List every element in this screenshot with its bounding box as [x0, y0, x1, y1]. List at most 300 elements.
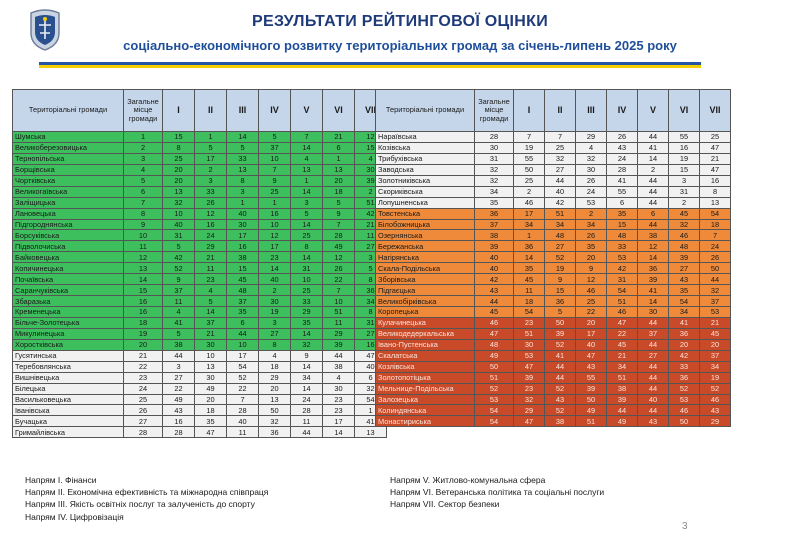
table-row: [13, 153, 387, 164]
direction-7-cell: 21: [700, 153, 731, 164]
direction-5-cell: 14: [291, 219, 323, 230]
direction-5-cell: 40: [638, 394, 669, 405]
header-direction-6: VI: [669, 90, 700, 132]
direction-4-cell: 42: [607, 263, 638, 274]
direction-4-cell: 39: [607, 394, 638, 405]
overall-place-cell: 30: [475, 142, 514, 153]
header-overall-place: Загальне місце громади: [475, 90, 514, 132]
direction-2-cell: 17: [195, 153, 227, 164]
direction-1-cell: 2: [514, 186, 545, 197]
direction-6-cell: 39: [669, 252, 700, 263]
direction-5-cell: 27: [638, 350, 669, 361]
community-name-cell: Підгаєцька: [376, 285, 475, 296]
direction-7-cell: 32: [700, 285, 731, 296]
overall-place-cell: 11: [124, 241, 163, 252]
direction-5-cell: 44: [638, 372, 669, 383]
overall-place-cell: 1: [124, 132, 163, 143]
direction-1-cell: 13: [163, 186, 195, 197]
community-name-cell: Білобожницька: [376, 219, 475, 230]
direction-7-cell: 54: [355, 394, 387, 405]
direction-4-cell: 1: [259, 197, 291, 208]
direction-6-cell: 22: [323, 274, 355, 285]
overall-place-cell: 8: [124, 208, 163, 219]
table-row: [376, 263, 731, 274]
direction-5-cell: 34: [291, 372, 323, 383]
direction-3-cell: 43: [576, 361, 607, 372]
direction-7-cell: 5: [355, 263, 387, 274]
direction-1-cell: 32: [514, 394, 545, 405]
direction-3-cell: 22: [227, 383, 259, 394]
direction-4-cell: 49: [607, 416, 638, 427]
direction-3-cell: 15: [227, 263, 259, 274]
direction-7-cell: 41: [355, 416, 387, 427]
overall-place-cell: 18: [124, 317, 163, 328]
community-name-cell: Саранчуківська: [13, 285, 124, 296]
direction-3-cell: 12: [576, 274, 607, 285]
direction-4-cell: 12: [259, 230, 291, 241]
table-row: [376, 383, 731, 394]
header-direction-3: III: [227, 90, 259, 132]
community-name-cell: Скалатська: [376, 350, 475, 361]
direction-2-cell: 26: [195, 197, 227, 208]
direction-5-cell: 3: [291, 197, 323, 208]
direction-2-cell: 29: [195, 241, 227, 252]
direction-6-cell: 35: [669, 285, 700, 296]
community-name-cell: Озернянська: [376, 230, 475, 241]
direction-6-cell: 2: [669, 197, 700, 208]
direction-2-cell: 5: [195, 296, 227, 307]
direction-4-cell: 21: [607, 350, 638, 361]
direction-6-cell: 34: [669, 307, 700, 318]
direction-2-cell: 12: [195, 208, 227, 219]
overall-place-cell: 20: [124, 339, 163, 350]
direction-2-cell: 24: [195, 230, 227, 241]
overall-place-cell: 10: [124, 230, 163, 241]
direction-3-cell: 55: [576, 372, 607, 383]
direction-2-cell: 44: [545, 361, 576, 372]
overall-place-cell: 12: [124, 252, 163, 263]
direction-7-cell: 51: [355, 197, 387, 208]
direction-1-cell: 25: [163, 153, 195, 164]
overall-place-cell: 35: [475, 197, 514, 208]
direction-2-cell: 10: [195, 350, 227, 361]
table-row: [13, 252, 387, 263]
table-row: [13, 328, 387, 339]
direction-2-cell: 41: [545, 350, 576, 361]
overall-place-cell: 32: [475, 175, 514, 186]
direction-3-cell: 11: [227, 427, 259, 438]
table-row: [13, 263, 387, 274]
community-name-cell: Мельнице-Подільська: [376, 383, 475, 394]
community-name-cell: Великобірківська: [376, 296, 475, 307]
direction-7-cell: 39: [355, 175, 387, 186]
direction-1-cell: 25: [514, 175, 545, 186]
direction-4-cell: 32: [259, 416, 291, 427]
direction-7-cell: 21: [355, 219, 387, 230]
community-name-cell: Нагірянська: [376, 252, 475, 263]
direction-7-cell: 2: [355, 186, 387, 197]
overall-place-cell: 23: [124, 372, 163, 383]
direction-2-cell: 49: [195, 383, 227, 394]
direction-3-cell: 14: [227, 132, 259, 143]
direction-1-cell: 35: [514, 263, 545, 274]
direction-2-cell: 32: [545, 153, 576, 164]
community-name-cell: Кременецька: [13, 307, 124, 318]
community-name-cell: Скала-Подільська: [376, 263, 475, 274]
overall-place-cell: 34: [475, 186, 514, 197]
direction-6-cell: 38: [323, 361, 355, 372]
direction-2-cell: 19: [545, 263, 576, 274]
legend-item: Напрям II. Економічна ефективність та міжнародна співпраця: [25, 487, 269, 498]
direction-3-cell: 53: [576, 197, 607, 208]
direction-3-cell: 52: [227, 372, 259, 383]
direction-7-cell: 40: [355, 361, 387, 372]
direction-2-cell: 37: [195, 317, 227, 328]
community-name-cell: Збаразька: [13, 296, 124, 307]
direction-1-cell: 31: [163, 230, 195, 241]
direction-7-cell: 47: [355, 350, 387, 361]
direction-6-cell: 18: [323, 186, 355, 197]
direction-1-cell: 49: [163, 394, 195, 405]
direction-6-cell: 36: [669, 372, 700, 383]
direction-2-cell: 30: [195, 372, 227, 383]
overall-place-cell: 16: [124, 307, 163, 318]
direction-4-cell: 47: [607, 317, 638, 328]
direction-3-cell: 51: [576, 416, 607, 427]
direction-5-cell: 8: [291, 241, 323, 252]
direction-2-cell: 21: [195, 328, 227, 339]
direction-6-cell: 23: [323, 394, 355, 405]
community-name-cell: Копичинецька: [13, 263, 124, 274]
community-name-cell: Теребовлянська: [13, 361, 124, 372]
direction-3-cell: 37: [227, 296, 259, 307]
community-name-cell: Підгороднянська: [13, 219, 124, 230]
table-row: [376, 317, 731, 328]
direction-4-cell: 14: [259, 263, 291, 274]
direction-5-cell: 41: [638, 142, 669, 153]
direction-1-cell: 20: [163, 175, 195, 186]
direction-7-cell: 30: [355, 164, 387, 175]
direction-4-cell: 51: [607, 372, 638, 383]
direction-5-cell: 44: [638, 361, 669, 372]
direction-1-cell: 18: [514, 296, 545, 307]
direction-6-cell: 46: [669, 230, 700, 241]
direction-5-cell: 43: [638, 416, 669, 427]
overall-place-cell: 28: [124, 427, 163, 438]
direction-4-cell: 53: [607, 252, 638, 263]
direction-5-cell: 24: [291, 394, 323, 405]
direction-7-cell: 1: [355, 405, 387, 416]
direction-5-cell: 44: [291, 427, 323, 438]
direction-3-cell: 30: [576, 164, 607, 175]
direction-5-cell: 44: [638, 186, 669, 197]
community-name-cell: Нараївська: [376, 132, 475, 143]
table-row: [376, 186, 731, 197]
direction-4-cell: 10: [259, 153, 291, 164]
direction-4-cell: 28: [607, 164, 638, 175]
overall-place-cell: 31: [475, 153, 514, 164]
direction-4-cell: 36: [259, 427, 291, 438]
community-name-cell: Козлівська: [376, 361, 475, 372]
direction-7-cell: 37: [700, 350, 731, 361]
direction-4-cell: 50: [259, 405, 291, 416]
table-row: [13, 350, 387, 361]
community-name-cell: Підволочиська: [13, 241, 124, 252]
direction-1-cell: 22: [163, 383, 195, 394]
direction-6-cell: 14: [323, 427, 355, 438]
direction-7-cell: 11: [355, 230, 387, 241]
community-name-cell: Кулачинецька: [376, 317, 475, 328]
overall-place-cell: 24: [124, 383, 163, 394]
direction-1-cell: 16: [163, 416, 195, 427]
table-row: [13, 132, 387, 143]
legend-item: Напрям I. Фінанси: [25, 475, 97, 485]
community-name-cell: Золотниківська: [376, 175, 475, 186]
direction-5-cell: 36: [638, 263, 669, 274]
direction-3-cell: 50: [576, 394, 607, 405]
table-row: [13, 164, 387, 175]
direction-5-cell: 44: [638, 405, 669, 416]
direction-5-cell: 9: [291, 350, 323, 361]
direction-2-cell: 1: [195, 132, 227, 143]
community-name-cell: Борсуківська: [13, 230, 124, 241]
overall-place-cell: 16: [124, 296, 163, 307]
overall-place-cell: 13: [124, 263, 163, 274]
overall-place-cell: 51: [475, 372, 514, 383]
header-direction-1: I: [514, 90, 545, 132]
header-direction-7: VII: [700, 90, 731, 132]
overall-place-cell: 44: [475, 296, 514, 307]
direction-4-cell: 10: [259, 219, 291, 230]
community-name-cell: Іванівська: [13, 405, 124, 416]
direction-2-cell: 9: [545, 274, 576, 285]
direction-6-cell: 16: [669, 142, 700, 153]
direction-1-cell: 3: [163, 361, 195, 372]
page-subtitle: соціально-економічного розвитку територіальних громад за січень-липень 2025 року: [123, 38, 677, 53]
direction-1-cell: 47: [514, 416, 545, 427]
direction-3-cell: 35: [227, 307, 259, 318]
direction-3-cell: 25: [576, 296, 607, 307]
direction-4-cell: 31: [607, 274, 638, 285]
direction-2-cell: 34: [545, 219, 576, 230]
direction-7-cell: 45: [700, 328, 731, 339]
header-overall-place: Загальне місце громади: [124, 90, 163, 132]
community-name-cell: Почаївська: [13, 274, 124, 285]
direction-6-cell: 17: [323, 416, 355, 427]
direction-3-cell: 49: [576, 405, 607, 416]
direction-2-cell: 36: [545, 296, 576, 307]
community-name-cell: Більче-Золотецька: [13, 317, 124, 328]
direction-5-cell: 5: [291, 208, 323, 219]
direction-2-cell: 27: [545, 241, 576, 252]
direction-4-cell: 2: [259, 285, 291, 296]
direction-7-cell: 34: [700, 361, 731, 372]
table-header-row: [376, 90, 731, 132]
direction-4-cell: 48: [607, 230, 638, 241]
direction-5-cell: 14: [291, 361, 323, 372]
direction-3-cell: 28: [227, 405, 259, 416]
legend-item: Напрям III. Якість освітніх послуг та залученість до спорту: [25, 499, 255, 510]
overall-place-cell: 3: [124, 153, 163, 164]
overall-place-cell: 27: [124, 416, 163, 427]
header-direction-2: II: [545, 90, 576, 132]
community-name-cell: Колиндянська: [376, 405, 475, 416]
table-row: [376, 372, 731, 383]
direction-3-cell: 34: [576, 219, 607, 230]
community-name-cell: Тернопільська: [13, 153, 124, 164]
page-number: 3: [682, 521, 688, 532]
direction-2-cell: 25: [545, 142, 576, 153]
community-name-cell: Залозецька: [376, 394, 475, 405]
table-row: [376, 164, 731, 175]
direction-2-cell: 52: [545, 339, 576, 350]
direction-1-cell: 54: [514, 307, 545, 318]
header-direction-3: III: [576, 90, 607, 132]
community-name-cell: Великодедеркальська: [376, 328, 475, 339]
overall-place-cell: 37: [475, 219, 514, 230]
direction-4-cell: 30: [259, 296, 291, 307]
table-row: [13, 427, 387, 438]
direction-7-cell: 19: [700, 372, 731, 383]
direction-7-cell: 6: [355, 372, 387, 383]
overall-place-cell: 40: [475, 263, 514, 274]
direction-2-cell: 43: [545, 394, 576, 405]
direction-2-cell: 40: [545, 186, 576, 197]
direction-1-cell: 5: [163, 241, 195, 252]
direction-3-cell: 13: [227, 164, 259, 175]
table-row: [376, 339, 731, 350]
direction-5-cell: 2: [638, 164, 669, 175]
direction-2-cell: 52: [545, 252, 576, 263]
direction-7-cell: 54: [700, 208, 731, 219]
page-title: РЕЗУЛЬТАТИ РЕЙТИНГОВОЇ ОЦІНКИ: [252, 13, 548, 30]
direction-1-cell: 46: [514, 197, 545, 208]
direction-1-cell: 45: [514, 274, 545, 285]
direction-5-cell: 31: [291, 263, 323, 274]
table-row: [376, 274, 731, 285]
direction-2-cell: 4: [195, 285, 227, 296]
direction-2-cell: 20: [195, 394, 227, 405]
direction-5-cell: 14: [291, 186, 323, 197]
direction-1-cell: 5: [163, 328, 195, 339]
direction-6-cell: 48: [669, 241, 700, 252]
community-name-cell: Золотопотіцька: [376, 372, 475, 383]
overall-place-cell: 40: [475, 252, 514, 263]
direction-1-cell: 7: [514, 132, 545, 143]
direction-2-cell: 27: [545, 164, 576, 175]
direction-1-cell: 38: [163, 339, 195, 350]
direction-7-cell: 4: [355, 153, 387, 164]
direction-4-cell: 43: [607, 142, 638, 153]
direction-5-cell: 25: [291, 230, 323, 241]
direction-4-cell: 16: [259, 208, 291, 219]
table-row: [13, 317, 387, 328]
direction-7-cell: 26: [700, 252, 731, 263]
table-row: [13, 285, 387, 296]
overall-place-cell: 2: [124, 142, 163, 153]
direction-5-cell: 4: [291, 153, 323, 164]
direction-3-cell: 47: [576, 350, 607, 361]
direction-6-cell: 42: [669, 350, 700, 361]
direction-5-cell: 6: [638, 208, 669, 219]
community-name-cell: Великогаївська: [13, 186, 124, 197]
direction-6-cell: 15: [669, 164, 700, 175]
direction-7-cell: 47: [700, 164, 731, 175]
table-row: [376, 219, 731, 230]
direction-1-cell: 19: [514, 142, 545, 153]
direction-5-cell: 44: [638, 132, 669, 143]
direction-3-cell: 44: [227, 328, 259, 339]
direction-1-cell: 23: [514, 383, 545, 394]
community-name-cell: Козівська: [376, 142, 475, 153]
direction-1-cell: 42: [163, 252, 195, 263]
direction-7-cell: 44: [700, 274, 731, 285]
direction-3-cell: 16: [227, 241, 259, 252]
community-name-cell: Скориківська: [376, 186, 475, 197]
community-name-cell: Лопушненська: [376, 197, 475, 208]
rating-table-left: [12, 89, 387, 438]
community-name-cell: Шумська: [13, 132, 124, 143]
direction-3-cell: 26: [576, 230, 607, 241]
direction-7-cell: 53: [700, 307, 731, 318]
direction-6-cell: 49: [323, 241, 355, 252]
community-name-cell: Бережанська: [376, 241, 475, 252]
direction-1-cell: 32: [163, 197, 195, 208]
direction-3-cell: 38: [227, 252, 259, 263]
direction-3-cell: 6: [227, 317, 259, 328]
direction-3-cell: 46: [576, 285, 607, 296]
direction-5-cell: 44: [638, 175, 669, 186]
direction-3-cell: 40: [227, 208, 259, 219]
direction-6-cell: 21: [323, 132, 355, 143]
legend-right: [390, 474, 604, 511]
community-name-cell: Івано-Пустенська: [376, 339, 475, 350]
direction-4-cell: 13: [259, 394, 291, 405]
direction-3-cell: 9: [576, 263, 607, 274]
overall-place-cell: 19: [124, 328, 163, 339]
table-row: [376, 197, 731, 208]
table-row: [13, 208, 387, 219]
direction-4-cell: 55: [607, 186, 638, 197]
direction-5-cell: 44: [638, 339, 669, 350]
table-row: [376, 361, 731, 372]
direction-3-cell: 33: [227, 153, 259, 164]
community-name-cell: Гусятинська: [13, 350, 124, 361]
direction-6-cell: 23: [323, 405, 355, 416]
community-name-cell: Монастириська: [376, 416, 475, 427]
table-row: [376, 394, 731, 405]
header-direction-6: VI: [323, 90, 355, 132]
direction-6-cell: 6: [323, 142, 355, 153]
direction-4-cell: 34: [607, 361, 638, 372]
direction-6-cell: 41: [669, 317, 700, 328]
table-row: [376, 405, 731, 416]
direction-2-cell: 18: [195, 405, 227, 416]
overall-place-cell: 28: [475, 132, 514, 143]
direction-7-cell: 50: [700, 263, 731, 274]
direction-2-cell: 51: [545, 208, 576, 219]
direction-5-cell: 37: [638, 328, 669, 339]
direction-3-cell: 7: [227, 394, 259, 405]
direction-6-cell: 3: [669, 175, 700, 186]
direction-1-cell: 50: [514, 164, 545, 175]
direction-2-cell: 48: [545, 230, 576, 241]
direction-5-cell: 29: [291, 307, 323, 318]
direction-7-cell: 3: [355, 252, 387, 263]
overall-place-cell: 49: [475, 350, 514, 361]
direction-5-cell: 12: [638, 241, 669, 252]
table-row: [13, 230, 387, 241]
